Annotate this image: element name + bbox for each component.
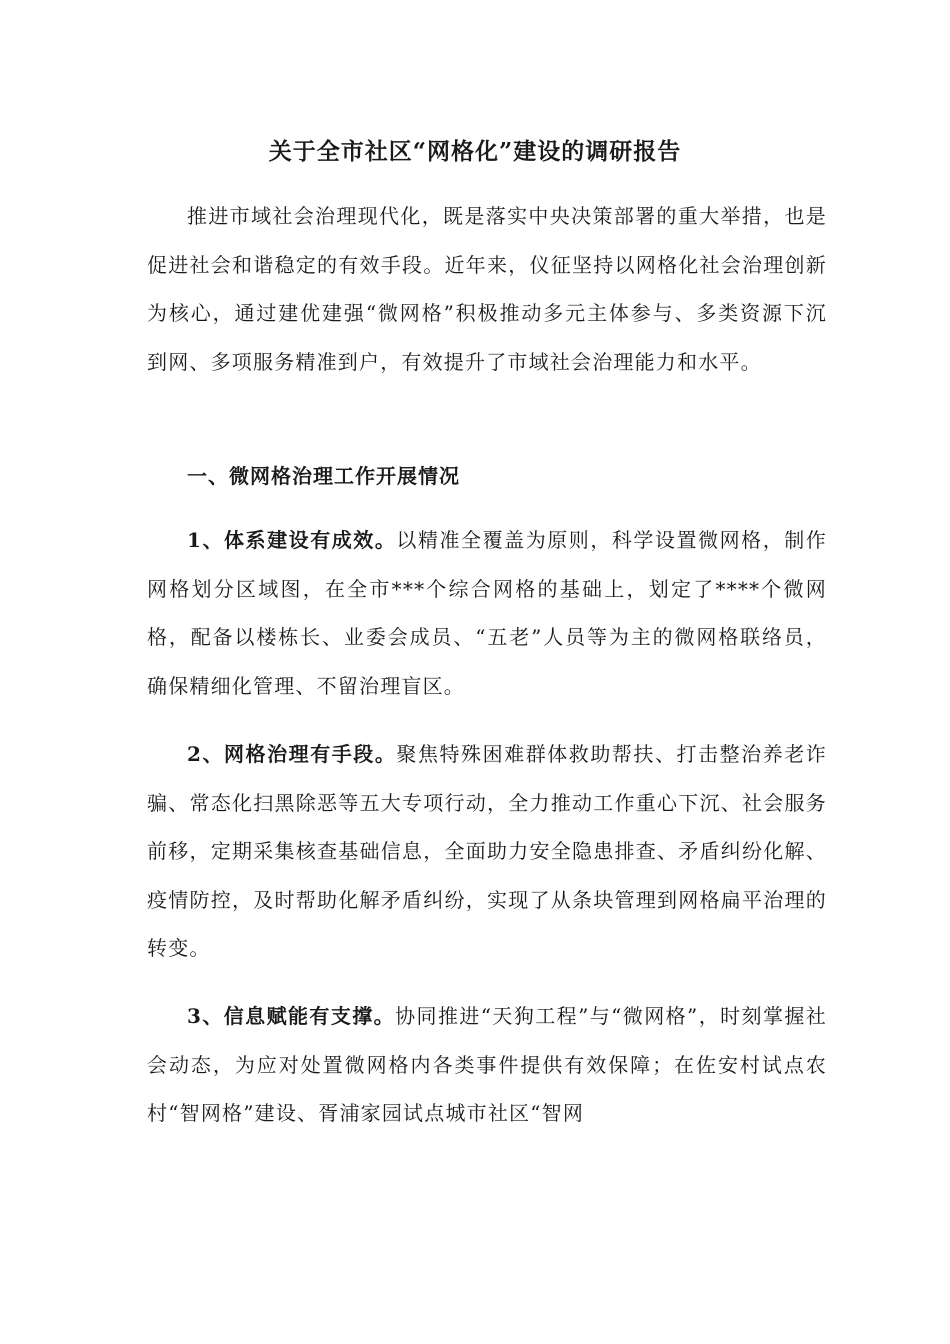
item-lead: 3、信息赋能有支撑。 <box>187 1004 396 1028</box>
section-item-3 <box>147 992 827 1138</box>
item-text: 协同推进“天狗工程”与“微网格”，时刻掌握社会动态，为应对处置微网格内各类事件提供有效保障；在佐安村试点农村“智网格”建设、胥浦家园试点城市社区“智网 <box>147 1004 827 1125</box>
section-item-2 <box>147 730 827 973</box>
intro-paragraph: 推进市域社会治理现代化，既是落实中央决策部署的重大举措，也是促进社会和谐稳定的有效手段。近年来，仪征坚持以网格化社会治理创新为核心，通过建优建强“微网格”积极推动多元主体参与、多类资源下沉到网、多项服务精准到户，有效提升了市域社会治理能力和水平。 <box>147 204 827 374</box>
item-text: 聚焦特殊困难群体救助帮扶、打击整治养老诈骗、常态化扫黑除恶等五大专项行动，全力推动工作重心下沉、社会服务前移，定期采集核查基础信息，全面助力安全隐患排查、矛盾纠纷化解、疫情防控，及时帮助化解矛盾纠纷，实现了从条块管理到网格扁平治理的转变。 <box>147 742 828 960</box>
item-text: 以精准全覆盖为原则，科学设置微网格，制作网格划分区域图，在全市***个综合网格的基础上，划定了****个微网格，配备以楼栋长、业委会成员、“五老”人员等为主的微网格联络员，确保精细化管理、不留治理盲区。 <box>147 528 828 698</box>
item-lead: 2、网格治理有手段。 <box>187 742 397 766</box>
document-title: 关于全市社区“网格化”建设的调研报告 <box>268 138 682 165</box>
section-heading: 一、微网格治理工作开展情况 <box>187 464 460 488</box>
item-lead: 1、体系建设有成效。 <box>187 528 397 552</box>
section-item-1 <box>147 516 827 710</box>
